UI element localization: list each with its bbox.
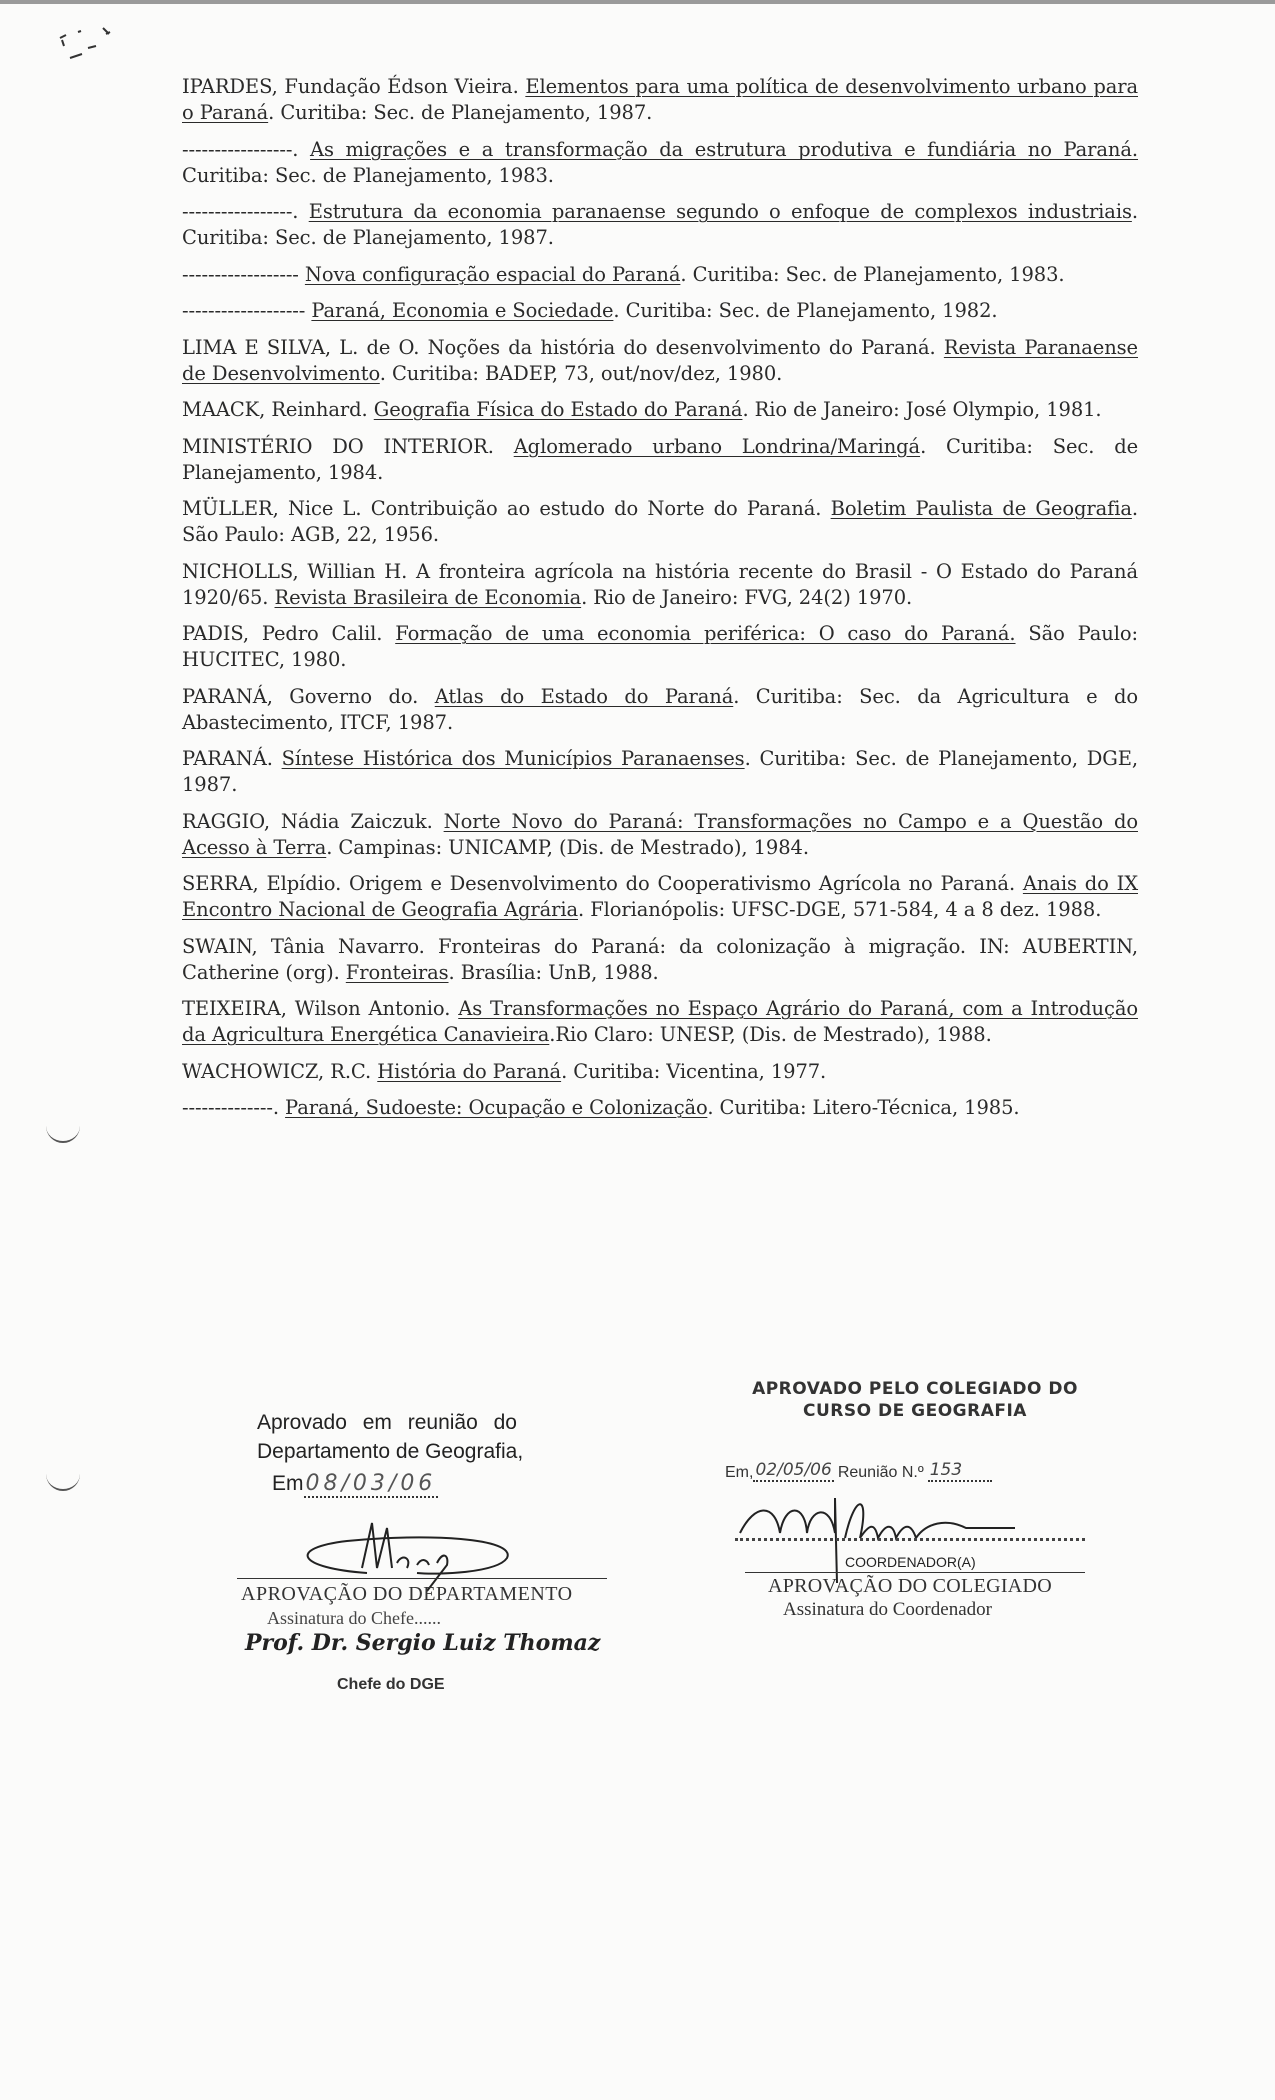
reference-item: PARANÁ, Governo do. Atlas do Estado do Paraná. Curitiba: Sec. da Agricultura e do Abastecimento, ITCF, 1987. [182,684,1138,734]
scan-specks [48,18,148,68]
signature-line [745,1572,1085,1573]
stamp-line-1: Aprovado em reunião do [257,1411,517,1434]
stamp-header-line-1: APROVADO PELO COLEGIADO DO [752,1379,1078,1399]
reference-item: RAGGIO, Nádia Zaiczuk. Norte Novo do Paraná: Transformações no Campo e a Questão do Acesso à Terra. Campinas: UNICAMP, (Dis. de Mestrado), 1984. [182,809,1138,859]
reference-item: MAACK, Reinhard. Geografia Física do Estado do Paraná. Rio de Janeiro: José Olympio, 1981. [182,398,1102,421]
stamp-line-2: Departamento de Geografia, [257,1440,524,1463]
signer-role: Chefe do DGE [337,1676,445,1693]
reference-item: SWAIN, Tânia Navarro. Fronteiras do Paraná: da colonização à migração. IN: AUBERTIN, Catherine (org). Fronteiras. Brasília: UnB, 1988. [182,934,1138,984]
reference-item: -----------------. Estrutura da economia paranaense segundo o enfoque de complexos industriais. Curitiba: Sec. de Planejamento, 1987. [182,200,1138,249]
handwritten-date: 08/03/06 [305,1471,437,1496]
scan-top-edge [0,0,1275,4]
reference-item: MINISTÉRIO DO INTERIOR. Aglomerado urbano Londrina/Maringá. Curitiba: Sec. de Planejamento, 1984. [182,434,1139,484]
reference-item: LIMA E SILVA, L. de O. Noções da história do desenvolvimento do Paraná. Revista Paranaense de Desenvolvimento. Curitiba: BADEP, 73, out/nov/dez, 1980. [182,335,1138,385]
coordinator-role: COORDENADOR(A) [845,1554,976,1570]
reference-item: WACHOWICZ, R.C. História do Paraná. Curitiba: Vicentina, 1977. [182,1059,827,1083]
stamp-date-row [725,1460,992,1482]
signature-caption: Assinatura do Coordenador [783,1599,992,1620]
approval-caption: APROVAÇÃO DO DEPARTAMENTO [241,1583,573,1605]
punch-hole-mark [46,1125,80,1143]
reference-item: PARANÁ. Síntese Histórica dos Municípios Paranaenses. Curitiba: Sec. de Planejamento, DGE, 1987. [182,747,1139,796]
reference-item: -----------------. As migrações e a transformação da estrutura produtiva e fundiária no Paraná. Curitiba: Sec. de Planejamento, 1983. [182,137,1139,187]
punch-hole-mark [46,1473,80,1491]
reference-item: MÜLLER, Nice L. Contribuição ao estudo do Norte do Paraná. Boletim Paulista de Geografia. São Paulo: AGB, 22, 1956. [182,497,1138,546]
signature-chefe [277,1513,537,1593]
colegiado-approval-stamp [700,1378,1160,1620]
em-label: Em [272,1472,304,1495]
reference-item: SERRA, Elpídio. Origem e Desenvolvimento do Cooperativismo Agrícola no Paraná. Anais do IX Encontro Nacional de Geografia Agrária. Florianópolis: UFSC-DGE, 571-584, 4 a 8 dez. 1988. [182,872,1138,921]
reference-item: ------------------- Paraná, Economia e Sociedade. Curitiba: Sec. de Planejamento, 1982. [182,299,998,322]
signature-caption: Assinatura do Chefe...... [267,1608,441,1628]
stamp-header-line-2: CURSO DE GEOGRAFIA [803,1401,1027,1421]
reference-item: IPARDES, Fundação Édson Vieira. Elementos para uma política de desenvolvimento urbano para o Paraná. Curitiba: Sec. de Planejamento, 1987. [182,75,1138,124]
department-approval-stamp [237,1408,637,1693]
signature-line [237,1578,607,1579]
reuniao-number: 153 [928,1460,992,1482]
reference-item: NICHOLLS, Willian H. A fronteira agrícola na história recente do Brasil - O Estado do Paraná 1920/65. Revista Brasileira de Economia. Rio de Janeiro: FVG, 24(2) 1970. [182,559,1138,609]
reference-item: --------------. Paraná, Sudoeste: Ocupação e Colonização. Curitiba: Litero-Técnica, 1985. [182,1096,1020,1119]
approval-caption: APROVAÇÃO DO COLEGIADO [768,1575,1053,1597]
reuniao-label: Reunião N.º [837,1464,924,1481]
reference-item: TEIXEIRA, Wilson Antonio. As Transformações no Espaço Agrário do Paraná, com a Introdução da Agricultura Energética Canavieira.Rio Claro: UNESP, (Dis. de Mestrado), 1988. [182,997,1138,1046]
reference-item: PADIS, Pedro Calil. Formação de uma economia periférica: O caso do Paraná. São Paulo: HUCITEC, 1980. [182,622,1139,671]
em-label: Em, [725,1464,754,1481]
signature-dotted-line [735,1538,1085,1541]
reference-item: ------------------ Nova configuração espacial do Paraná. Curitiba: Sec. de Planejamento, 1983. [182,262,1065,286]
handwritten-date: 02/05/06 [755,1460,832,1480]
signer-name: Prof. Dr. Sergio Luiz Thomaz [245,1630,601,1656]
stamp-date-row [272,1466,637,1498]
reference-list [182,74,1138,1132]
